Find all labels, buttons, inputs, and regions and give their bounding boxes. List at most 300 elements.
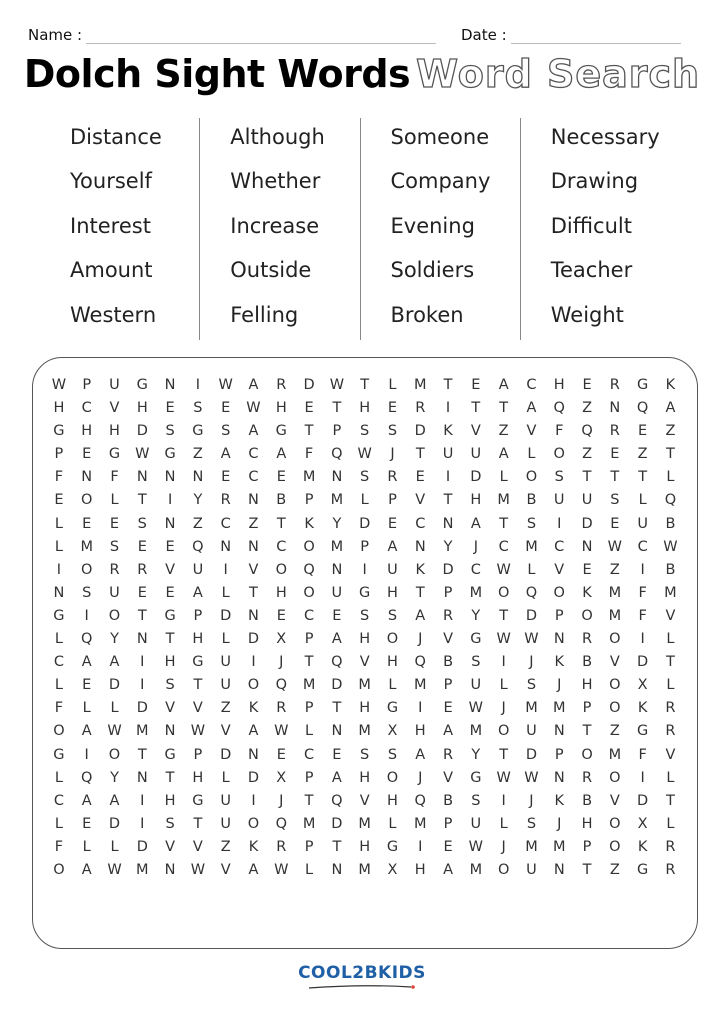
- grid-letter[interactable]: V: [443, 769, 454, 786]
- grid-letter[interactable]: W: [190, 861, 206, 878]
- grid-letter[interactable]: R: [665, 723, 676, 740]
- grid-letter[interactable]: M: [469, 584, 483, 601]
- grid-letter[interactable]: E: [332, 607, 342, 624]
- grid-letter[interactable]: L: [54, 815, 63, 832]
- grid-letter[interactable]: A: [526, 400, 537, 417]
- grid-letter[interactable]: I: [56, 561, 62, 578]
- grid-letter[interactable]: N: [553, 723, 565, 740]
- grid-letter[interactable]: H: [53, 400, 65, 417]
- grid-letter[interactable]: D: [637, 654, 649, 671]
- grid-letter[interactable]: E: [82, 446, 92, 463]
- grid-letter[interactable]: I: [418, 700, 423, 717]
- grid-letter[interactable]: N: [609, 400, 621, 417]
- grid-letter[interactable]: A: [81, 861, 92, 878]
- grid-letter[interactable]: D: [220, 607, 232, 624]
- grid-letter[interactable]: A: [331, 769, 342, 786]
- grid-letter[interactable]: O: [609, 769, 621, 786]
- grid-letter[interactable]: L: [527, 561, 536, 578]
- grid-letter[interactable]: G: [275, 423, 287, 440]
- grid-letter[interactable]: A: [498, 377, 509, 393]
- grid-letter[interactable]: P: [554, 746, 564, 763]
- grid-letter[interactable]: G: [637, 377, 649, 393]
- grid-letter[interactable]: V: [443, 631, 454, 648]
- grid-letter[interactable]: M: [358, 815, 371, 832]
- grid-letter[interactable]: L: [54, 769, 63, 786]
- grid-letter[interactable]: E: [610, 446, 620, 463]
- grid-letter[interactable]: V: [165, 838, 176, 855]
- grid-letter[interactable]: E: [109, 515, 120, 532]
- grid-letter[interactable]: T: [610, 469, 620, 486]
- grid-letter[interactable]: N: [248, 538, 259, 555]
- grid-letter[interactable]: Q: [80, 769, 93, 786]
- grid-letter[interactable]: R: [276, 838, 287, 855]
- grid-letter[interactable]: Q: [525, 584, 538, 601]
- grid-letter[interactable]: H: [275, 400, 287, 417]
- grid-letter[interactable]: S: [471, 792, 481, 809]
- grid-letter[interactable]: Z: [498, 423, 509, 440]
- grid-letter[interactable]: G: [192, 654, 204, 671]
- grid-letter[interactable]: P: [304, 631, 314, 648]
- grid-letter[interactable]: P: [554, 607, 564, 624]
- grid-letter[interactable]: P: [582, 700, 592, 717]
- grid-letter[interactable]: L: [221, 584, 230, 601]
- grid-letter[interactable]: D: [414, 423, 426, 440]
- grid-letter[interactable]: P: [443, 584, 453, 601]
- grid-letter[interactable]: N: [248, 492, 259, 509]
- grid-letter[interactable]: N: [192, 469, 204, 486]
- grid-letter[interactable]: T: [332, 400, 342, 417]
- grid-letter[interactable]: A: [192, 584, 203, 601]
- grid-letter[interactable]: I: [640, 561, 645, 578]
- grid-letter[interactable]: I: [140, 677, 145, 694]
- grid-letter[interactable]: T: [415, 584, 425, 601]
- grid-letter[interactable]: N: [136, 631, 148, 648]
- grid-letter[interactable]: N: [331, 723, 343, 740]
- grid-letter[interactable]: K: [665, 377, 676, 393]
- grid-letter[interactable]: D: [136, 700, 148, 717]
- grid-letter[interactable]: W: [246, 400, 261, 417]
- grid-letter[interactable]: S: [221, 423, 231, 440]
- grid-letter[interactable]: G: [192, 423, 204, 440]
- grid-letter[interactable]: L: [54, 515, 63, 532]
- grid-letter[interactable]: M: [358, 861, 371, 878]
- grid-letter[interactable]: L: [110, 700, 119, 717]
- grid-letter[interactable]: N: [442, 515, 454, 532]
- grid-letter[interactable]: R: [609, 377, 620, 393]
- grid-letter[interactable]: P: [54, 446, 64, 463]
- grid-letter[interactable]: B: [526, 492, 537, 509]
- grid-letter[interactable]: I: [140, 815, 145, 832]
- grid-letter[interactable]: O: [497, 861, 510, 878]
- grid-letter[interactable]: Z: [665, 423, 676, 440]
- grid-letter[interactable]: A: [220, 446, 231, 463]
- grid-letter[interactable]: Z: [220, 838, 231, 855]
- grid-letter[interactable]: Z: [582, 446, 592, 463]
- grid-letter[interactable]: S: [109, 538, 120, 555]
- grid-letter[interactable]: G: [470, 631, 482, 648]
- grid-letter[interactable]: N: [164, 515, 176, 532]
- grid-letter[interactable]: P: [304, 700, 314, 717]
- grid-letter[interactable]: R: [665, 838, 676, 855]
- grid-letter[interactable]: V: [109, 400, 120, 417]
- grid-letter[interactable]: O: [53, 861, 65, 878]
- grid-letter[interactable]: K: [248, 838, 259, 855]
- grid-letter[interactable]: W: [468, 700, 484, 717]
- grid-letter[interactable]: N: [53, 584, 65, 601]
- grid-letter[interactable]: F: [54, 700, 64, 717]
- grid-letter[interactable]: O: [247, 677, 260, 694]
- grid-letter[interactable]: G: [164, 446, 176, 463]
- grid-letter[interactable]: R: [582, 631, 593, 648]
- grid-letter[interactable]: E: [610, 515, 620, 532]
- grid-letter[interactable]: W: [357, 446, 372, 463]
- grid-letter[interactable]: V: [665, 607, 676, 624]
- grid-letter[interactable]: T: [137, 746, 147, 763]
- grid-letter[interactable]: G: [386, 838, 399, 855]
- grid-letter[interactable]: Q: [275, 815, 287, 832]
- grid-letter[interactable]: V: [359, 654, 370, 671]
- grid-letter[interactable]: L: [110, 838, 119, 855]
- grid-letter[interactable]: U: [220, 677, 231, 694]
- grid-letter[interactable]: H: [553, 377, 565, 393]
- grid-letter[interactable]: J: [418, 769, 423, 786]
- grid-letter[interactable]: R: [276, 700, 287, 717]
- grid-letter[interactable]: J: [501, 838, 506, 855]
- grid-letter[interactable]: T: [443, 492, 453, 509]
- grid-letter[interactable]: P: [388, 492, 397, 509]
- grid-letter[interactable]: N: [553, 861, 565, 878]
- grid-letter[interactable]: A: [248, 423, 259, 440]
- grid-letter[interactable]: T: [582, 469, 592, 486]
- grid-letter[interactable]: M: [136, 861, 149, 878]
- grid-letter[interactable]: R: [387, 469, 398, 486]
- grid-letter[interactable]: Z: [609, 723, 620, 740]
- grid-letter[interactable]: O: [275, 561, 287, 578]
- grid-letter[interactable]: M: [302, 469, 316, 486]
- grid-letter[interactable]: P: [360, 538, 370, 555]
- grid-letter[interactable]: T: [193, 677, 203, 694]
- grid-letter[interactable]: G: [53, 423, 65, 440]
- grid-letter[interactable]: T: [165, 631, 175, 648]
- grid-letter[interactable]: W: [135, 446, 150, 463]
- grid-letter[interactable]: H: [359, 631, 371, 648]
- grid-letter[interactable]: L: [388, 815, 397, 832]
- grid-letter[interactable]: S: [165, 423, 175, 440]
- grid-letter[interactable]: T: [582, 723, 592, 740]
- grid-letter[interactable]: M: [525, 538, 538, 555]
- grid-letter[interactable]: N: [164, 723, 176, 740]
- grid-letter[interactable]: E: [638, 423, 648, 440]
- grid-letter[interactable]: D: [220, 746, 232, 763]
- grid-letter[interactable]: S: [360, 469, 370, 486]
- grid-letter[interactable]: H: [136, 400, 148, 417]
- grid-letter[interactable]: N: [331, 861, 343, 878]
- grid-letter[interactable]: C: [304, 746, 315, 763]
- grid-letter[interactable]: D: [637, 792, 649, 809]
- grid-letter[interactable]: A: [415, 607, 426, 624]
- grid-letter[interactable]: J: [473, 538, 478, 555]
- grid-letter[interactable]: Y: [443, 538, 453, 555]
- grid-letter[interactable]: C: [276, 538, 287, 555]
- grid-letter[interactable]: M: [414, 377, 427, 393]
- grid-letter[interactable]: T: [415, 446, 425, 463]
- grid-letter[interactable]: A: [109, 792, 120, 809]
- grid-letter[interactable]: E: [82, 815, 92, 832]
- grid-letter[interactable]: F: [110, 469, 119, 486]
- grid-letter[interactable]: L: [82, 700, 91, 717]
- grid-letter[interactable]: E: [582, 561, 592, 578]
- grid-letter[interactable]: N: [164, 469, 176, 486]
- grid-letter[interactable]: K: [415, 561, 426, 578]
- grid-letter[interactable]: N: [414, 538, 426, 555]
- grid-letter[interactable]: R: [665, 700, 676, 717]
- grid-letter[interactable]: H: [387, 584, 398, 601]
- grid-letter[interactable]: U: [553, 492, 565, 509]
- grid-letter[interactable]: G: [637, 723, 649, 740]
- grid-letter[interactable]: Y: [110, 769, 119, 786]
- grid-letter[interactable]: O: [553, 446, 565, 463]
- grid-letter[interactable]: P: [304, 769, 314, 786]
- grid-letter[interactable]: T: [137, 492, 147, 509]
- grid-letter[interactable]: H: [581, 677, 593, 694]
- grid-letter[interactable]: Q: [331, 446, 343, 463]
- grid-letter[interactable]: M: [608, 607, 622, 624]
- grid-letter[interactable]: M: [414, 815, 427, 832]
- grid-letter[interactable]: T: [165, 769, 175, 786]
- grid-letter[interactable]: O: [497, 723, 510, 740]
- grid-letter[interactable]: A: [248, 861, 259, 878]
- grid-letter[interactable]: N: [331, 469, 343, 486]
- grid-letter[interactable]: Y: [471, 746, 481, 763]
- grid-letter[interactable]: U: [331, 584, 343, 601]
- grid-letter[interactable]: B: [665, 515, 676, 532]
- grid-letter[interactable]: C: [415, 515, 426, 532]
- grid-letter[interactable]: Z: [248, 515, 259, 532]
- grid-letter[interactable]: T: [332, 838, 342, 855]
- grid-letter[interactable]: O: [53, 723, 65, 740]
- grid-letter[interactable]: A: [387, 538, 398, 555]
- grid-letter[interactable]: F: [54, 469, 64, 486]
- grid-letter[interactable]: D: [247, 631, 260, 648]
- grid-letter[interactable]: F: [638, 746, 647, 763]
- grid-letter[interactable]: T: [499, 515, 509, 532]
- grid-letter[interactable]: N: [553, 631, 565, 648]
- grid-letter[interactable]: A: [665, 400, 676, 417]
- grid-letter[interactable]: Y: [471, 607, 481, 624]
- grid-letter[interactable]: Z: [609, 861, 620, 878]
- grid-letter[interactable]: J: [418, 631, 423, 648]
- grid-letter[interactable]: L: [388, 677, 397, 694]
- grid-letter[interactable]: G: [108, 446, 121, 463]
- grid-letter[interactable]: D: [331, 677, 343, 694]
- grid-letter[interactable]: M: [552, 838, 566, 855]
- grid-letter[interactable]: J: [557, 677, 562, 694]
- grid-letter[interactable]: V: [526, 423, 537, 440]
- grid-letter[interactable]: U: [192, 561, 204, 578]
- grid-letter[interactable]: M: [330, 492, 344, 509]
- grid-letter[interactable]: U: [526, 723, 537, 740]
- grid-letter[interactable]: C: [637, 538, 648, 555]
- grid-letter[interactable]: D: [581, 515, 593, 532]
- grid-letter[interactable]: L: [666, 815, 675, 832]
- grid-letter[interactable]: F: [638, 607, 647, 624]
- grid-letter[interactable]: T: [249, 584, 258, 601]
- grid-letter[interactable]: U: [581, 492, 593, 509]
- grid-letter[interactable]: G: [637, 861, 649, 878]
- grid-letter[interactable]: M: [136, 723, 149, 740]
- grid-letter[interactable]: W: [274, 861, 289, 878]
- grid-letter[interactable]: C: [470, 561, 481, 578]
- grid-letter[interactable]: U: [109, 584, 120, 601]
- grid-letter[interactable]: M: [469, 861, 483, 878]
- grid-letter[interactable]: P: [304, 492, 314, 509]
- grid-letter[interactable]: L: [305, 723, 314, 740]
- grid-letter[interactable]: D: [359, 515, 371, 532]
- grid-letter[interactable]: T: [332, 700, 342, 717]
- grid-letter[interactable]: Z: [637, 446, 648, 463]
- grid-letter[interactable]: F: [304, 446, 314, 463]
- grid-letter[interactable]: U: [220, 815, 231, 832]
- grid-letter[interactable]: A: [443, 861, 454, 878]
- grid-letter[interactable]: J: [557, 815, 562, 832]
- grid-letter[interactable]: T: [137, 607, 147, 624]
- grid-letter[interactable]: N: [553, 769, 565, 786]
- grid-letter[interactable]: M: [497, 492, 510, 509]
- grid-letter[interactable]: X: [387, 861, 398, 878]
- grid-letter[interactable]: D: [247, 769, 260, 786]
- grid-letter[interactable]: C: [220, 515, 231, 532]
- grid-letter[interactable]: I: [167, 492, 173, 509]
- grid-letter[interactable]: O: [80, 561, 93, 578]
- grid-letter[interactable]: S: [165, 677, 175, 694]
- grid-letter[interactable]: V: [192, 838, 203, 855]
- grid-letter[interactable]: P: [332, 423, 342, 440]
- grid-letter[interactable]: S: [137, 515, 147, 532]
- grid-letter[interactable]: E: [165, 584, 175, 601]
- grid-letter[interactable]: G: [359, 584, 371, 601]
- grid-letter[interactable]: T: [304, 423, 314, 440]
- grid-letter[interactable]: M: [469, 723, 483, 740]
- grid-letter[interactable]: C: [498, 538, 509, 555]
- grid-letter[interactable]: N: [164, 377, 176, 393]
- grid-letter[interactable]: H: [581, 815, 593, 832]
- grid-letter[interactable]: E: [443, 838, 453, 855]
- grid-letter[interactable]: W: [107, 861, 122, 878]
- grid-letter[interactable]: O: [247, 815, 260, 832]
- grid-letter[interactable]: I: [501, 792, 506, 809]
- grid-letter[interactable]: I: [251, 654, 256, 671]
- grid-letter[interactable]: R: [415, 400, 426, 417]
- grid-letter[interactable]: E: [221, 400, 231, 417]
- grid-letter[interactable]: L: [499, 815, 508, 832]
- grid-letter[interactable]: X: [387, 723, 398, 740]
- grid-letter[interactable]: Z: [192, 446, 203, 463]
- grid-letter[interactable]: S: [360, 607, 370, 624]
- grid-letter[interactable]: V: [248, 561, 259, 578]
- grid-letter[interactable]: S: [526, 677, 537, 694]
- grid-letter[interactable]: V: [192, 700, 203, 717]
- grid-letter[interactable]: X: [276, 631, 287, 648]
- grid-letter[interactable]: H: [164, 654, 176, 671]
- grid-letter[interactable]: Q: [553, 400, 565, 417]
- grid-letter[interactable]: V: [554, 561, 565, 578]
- grid-letter[interactable]: H: [164, 792, 176, 809]
- grid-letter[interactable]: M: [414, 677, 427, 694]
- grid-letter[interactable]: N: [581, 538, 593, 555]
- grid-letter[interactable]: H: [359, 700, 371, 717]
- grid-letter[interactable]: K: [554, 792, 564, 809]
- grid-letter[interactable]: T: [499, 400, 509, 417]
- grid-letter[interactable]: O: [80, 492, 93, 509]
- grid-letter[interactable]: U: [442, 446, 454, 463]
- grid-letter[interactable]: T: [499, 607, 509, 624]
- grid-letter[interactable]: X: [637, 815, 648, 832]
- grid-letter[interactable]: V: [220, 861, 231, 878]
- grid-letter[interactable]: J: [529, 792, 534, 809]
- grid-letter[interactable]: K: [582, 584, 592, 601]
- grid-letter[interactable]: U: [470, 677, 482, 694]
- grid-letter[interactable]: I: [362, 561, 367, 578]
- grid-letter[interactable]: Y: [110, 631, 119, 648]
- grid-letter[interactable]: N: [164, 861, 176, 878]
- grid-letter[interactable]: M: [302, 677, 316, 694]
- grid-letter[interactable]: Q: [581, 423, 593, 440]
- grid-letter[interactable]: Z: [220, 700, 231, 717]
- grid-letter[interactable]: O: [609, 815, 621, 832]
- grid-letter[interactable]: E: [137, 584, 147, 601]
- grid-letter[interactable]: Q: [192, 538, 204, 555]
- grid-letter[interactable]: L: [54, 677, 63, 694]
- grid-letter[interactable]: A: [276, 446, 287, 463]
- grid-letter[interactable]: D: [525, 607, 538, 624]
- grid-letter[interactable]: H: [192, 769, 204, 786]
- grid-letter[interactable]: I: [445, 400, 451, 417]
- grid-letter[interactable]: E: [443, 700, 453, 717]
- grid-letter[interactable]: D: [136, 423, 148, 440]
- grid-letter[interactable]: G: [470, 769, 482, 786]
- grid-letter[interactable]: S: [387, 607, 398, 624]
- date-field[interactable]: [461, 26, 681, 44]
- grid-letter[interactable]: G: [53, 607, 65, 624]
- grid-letter[interactable]: M: [552, 700, 566, 717]
- grid-letter[interactable]: E: [82, 515, 92, 532]
- grid-letter[interactable]: W: [524, 769, 539, 786]
- grid-letter[interactable]: K: [637, 838, 648, 855]
- grid-letter[interactable]: Z: [609, 561, 620, 578]
- grid-letter[interactable]: O: [525, 469, 538, 486]
- grid-letter[interactable]: F: [54, 838, 64, 855]
- grid-letter[interactable]: G: [53, 746, 65, 763]
- grid-letter[interactable]: W: [663, 538, 678, 555]
- grid-letter[interactable]: J: [390, 446, 395, 463]
- grid-letter[interactable]: M: [525, 838, 538, 855]
- grid-letter[interactable]: C: [554, 538, 565, 555]
- grid-letter[interactable]: B: [443, 792, 454, 809]
- grid-letter[interactable]: T: [276, 515, 286, 532]
- grid-letter[interactable]: R: [665, 861, 676, 878]
- grid-letter[interactable]: G: [164, 746, 176, 763]
- grid-letter[interactable]: N: [136, 769, 148, 786]
- grid-letter[interactable]: D: [136, 838, 148, 855]
- grid-letter[interactable]: U: [220, 654, 231, 671]
- grid-letter[interactable]: Q: [80, 631, 93, 648]
- grid-letter[interactable]: D: [442, 561, 454, 578]
- grid-letter[interactable]: H: [359, 400, 371, 417]
- grid-letter[interactable]: T: [666, 792, 675, 809]
- grid-letter[interactable]: V: [220, 723, 231, 740]
- grid-letter[interactable]: S: [360, 746, 370, 763]
- grid-letter[interactable]: S: [387, 423, 398, 440]
